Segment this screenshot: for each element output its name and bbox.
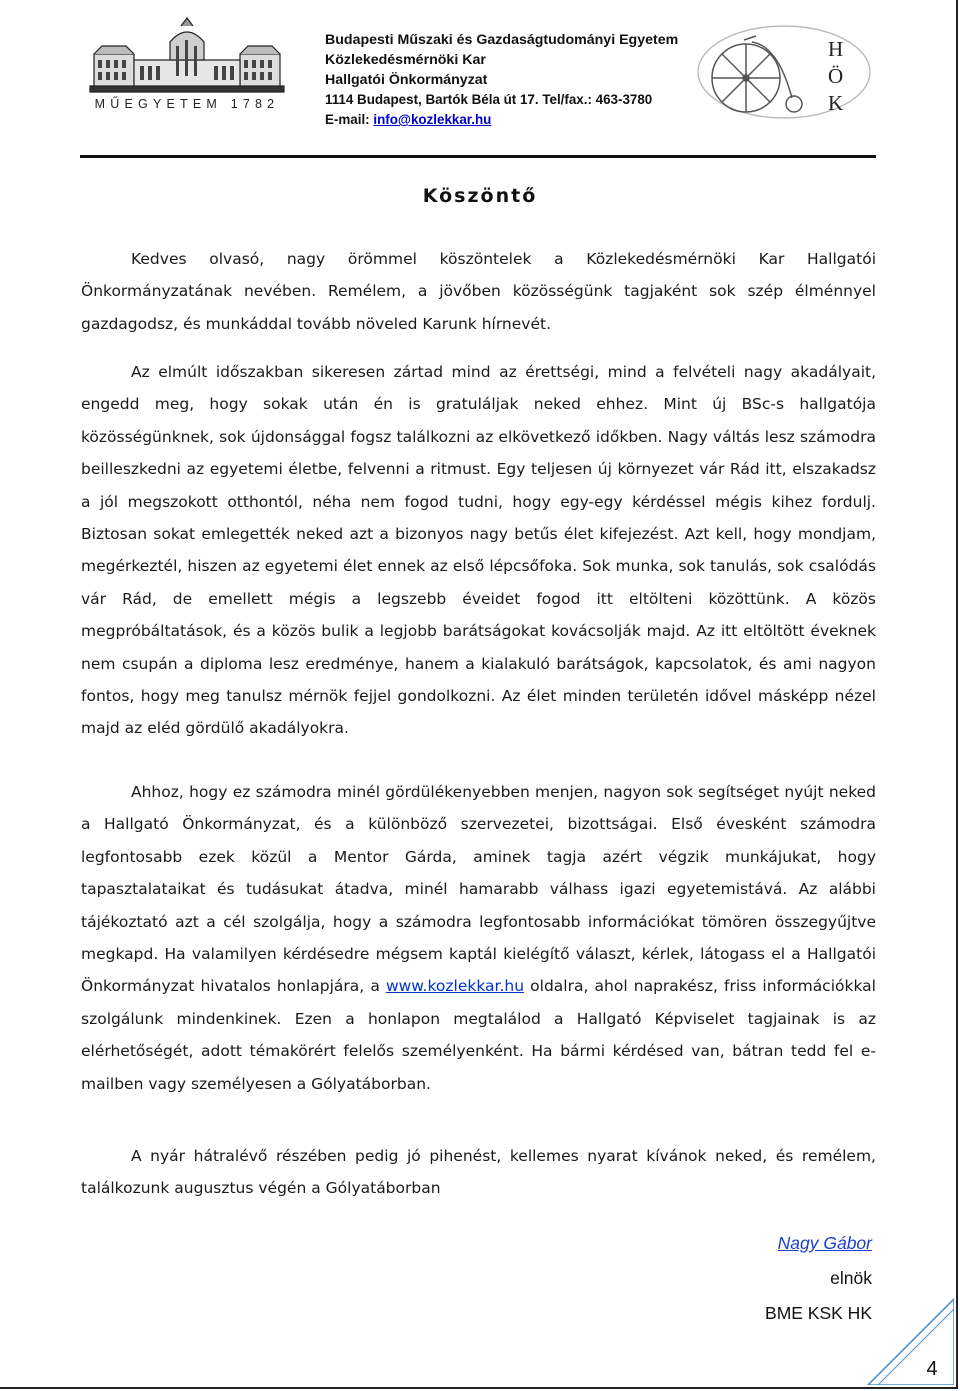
paragraph-greeting bbox=[81, 243, 876, 340]
signature-block bbox=[765, 1226, 872, 1331]
paragraph-congratulation bbox=[81, 356, 876, 745]
paragraph-closing bbox=[81, 1140, 876, 1205]
page-number-corner bbox=[864, 1295, 954, 1385]
signature-org: BME KSK HK bbox=[765, 1303, 872, 1323]
faculty-name: Közlekedésmérnöki Kar bbox=[325, 52, 486, 68]
paragraph-help-part2: oldalra, ahol naprakész, friss információkkal szolgálunk mindenkinek. Ezen a honlapon megtalálod a Hallgató Képviselet tagjainak is az elérhetőségét, adott témakörért felelős személyenként. Ha bármi kérdésed van, bátran tedd fel e-mailben vagy személyesen a Gólyatáborban. bbox=[81, 977, 876, 1093]
email-link[interactable]: info@kozlekkar.hu bbox=[373, 112, 492, 127]
address-line: 1114 Budapest, Bartók Béla út 17. Tel/fax.: 463-3780 bbox=[325, 92, 653, 107]
paragraph-congratulation-text: Az elmúlt időszakban sikeresen zártad mind az érettségi, mind a felvételi nagy akadályait, engedd meg, hogy sokak után én is gratuláljak neked ehhez. Mint új BSc-s hallgatója közösségünknek, sok újdonsággal fogsz találkozni az elkövetkező időkben. Nagy váltás lesz számodra beilleszkedni az egyetemi életbe, felvenni a ritmust. Egy teljesen új környezet vár Rád itt, elszakadsz a jól megszokott otthontól, néha nem fogod tudni, hogy egy-egy kérdéssel mégis kihez fordulj. Biztosan sokat emlegették neked azt a bizonyos nagy betűs élet kifejezést. Azt kell, hogy mondjam, megérkeztél, hiszen az egyetemi élet ennek az első lépcsőfoka. Sok munka, sok tanulás, sok csalódás vár Rád, de emellett mégis a legszebb éveidet fogod itt eltölteni közöttünk. A közös megpróbáltatások, és a közös bulik a legjobb barátságokat kovácsolják majd. Az itt eltöltött éveknek nem csupán a diploma lesz eredménye, hanem a kialakuló barátságok, kapcsolatok, és ami nagyon fontos, hogy meg tanulsz mérnök fejjel gondolkozni. Az élet minden területén idővel másképp nézel majd az eléd gördülő akadályokra. bbox=[81, 363, 876, 738]
university-name: Budapesti Műszaki és Gazdaságtudományi Egyetem bbox=[325, 32, 679, 48]
university-contact-block bbox=[325, 30, 695, 130]
hok-letter-h: H bbox=[828, 37, 844, 61]
paragraph-closing-text: A nyár hátralévő részében pedig jó pihenést, kellemes nyarat kívánok neked, és remélem, találkozunk augusztus végén a Gólyatáborban bbox=[81, 1147, 876, 1198]
paragraph-help bbox=[81, 776, 876, 1100]
email-line bbox=[325, 110, 695, 130]
paragraph-help-text bbox=[81, 776, 876, 1100]
paragraph-help-part1: Ahhoz, hogy ez számodra minél gördülékenyebben menjen, nagyon sok segítséget nyújt neked a Hallgató Önkormányzat, és a különböző szervezetei, bizottságai. Első évesként számodra legfontosabb ezek közül a Mentor Gárda, aminek tagja azért végzik munkájukat, hogy tapasztalataikat és tudásukat átadva, minél hamarabb válhass igazi egyetemistává. Az alábbi tájékoztató azt a cél szolgálja, hogy a számodra legfontosabb információkat tömören összegyűjtve megkapd. Ha valamilyen kérdésedre mégsem kaptál kielégítő választ, kérlek, látogass el a Hallgatói Önkormányzat hivatalos honlapjára, a bbox=[81, 783, 876, 996]
paragraph-greeting-text: Kedves olvasó, nagy örömmel köszöntelek a Közlekedésmérnöki Kar Hallgatói Önkormányzatának nevében. Remélem, a jövőben közösségünk tagjaként sok szép élménnyel gazdagodsz, és munkáddal tovább növeled Karunk hírnevét. bbox=[81, 250, 876, 333]
organisation-name: Hallgatói Önkormányzat bbox=[325, 72, 488, 88]
hok-letter-o: Ö bbox=[828, 64, 844, 88]
page-number: 4 bbox=[926, 1358, 938, 1380]
hok-bicycle-logo bbox=[694, 22, 874, 122]
email-label: E-mail: bbox=[325, 112, 374, 127]
signature-name: Nagy Gábor bbox=[777, 1233, 872, 1253]
signature-role: elnök bbox=[830, 1268, 872, 1288]
university-logo-caption: MŰEGYETEM 1782 bbox=[94, 97, 280, 111]
header-divider bbox=[80, 155, 876, 158]
website-link[interactable]: www.kozlekkar.hu bbox=[385, 977, 525, 996]
page-title: Köszöntő bbox=[422, 185, 538, 207]
university-building-logo bbox=[84, 16, 290, 112]
hok-letter-k: K bbox=[828, 91, 844, 115]
